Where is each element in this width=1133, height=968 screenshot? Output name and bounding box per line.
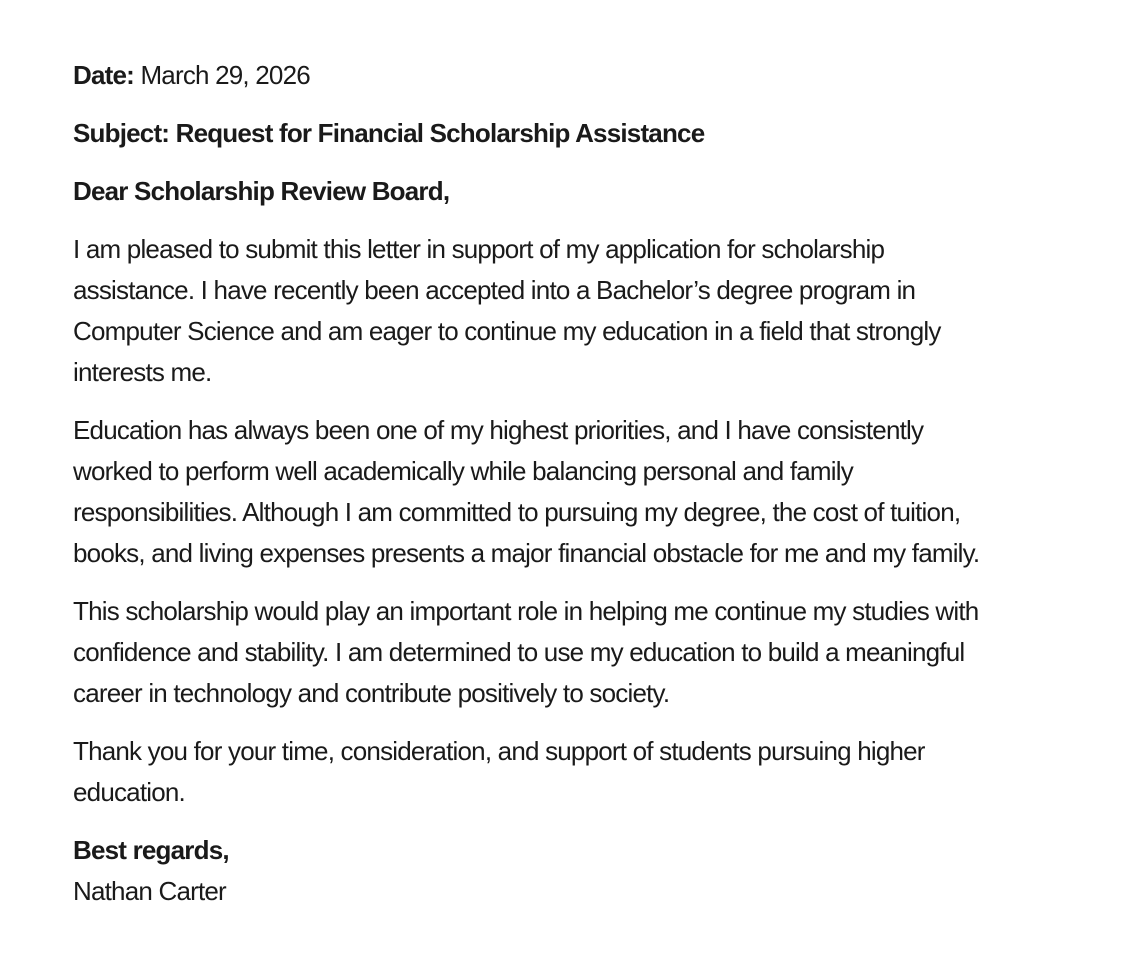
body-line: responsibilities. Although I am committed to pursuing my degree, the cost of tuition, <box>73 497 961 527</box>
body-line: worked to perform well academically while balancing personal and family <box>73 456 853 486</box>
paragraph-impact <box>73 591 1093 714</box>
paragraph-background <box>73 410 1093 574</box>
date-value: March 29, 2026 <box>134 60 310 90</box>
body-line: confidence and stability. I am determined to use my education to build a meaningful <box>73 637 965 667</box>
body-line: Thank you for your time, consideration, and support of students pursuing higher <box>73 736 925 766</box>
subject-line: Subject: Request for Financial Scholarship Assistance <box>73 118 705 148</box>
body-line: books, and living expenses presents a major financial obstacle for me and my family. <box>73 538 980 568</box>
signoff: Best regards, <box>73 835 229 865</box>
date-label: Date: <box>73 60 135 90</box>
date-line <box>73 55 1093 96</box>
body-line: interests me. <box>73 357 212 387</box>
signature-block <box>73 830 1093 912</box>
body-line: Education has always been one of my highest priorities, and I have consistently <box>73 415 924 445</box>
body-line: I am pleased to submit this letter in support of my application for scholarship <box>73 234 885 264</box>
body-line: education. <box>73 777 185 807</box>
body-line: assistance. I have recently been accepted into a Bachelor’s degree program in <box>73 275 916 305</box>
paragraph-intro <box>73 229 1093 393</box>
salutation: Dear Scholarship Review Board, <box>73 176 450 206</box>
body-line: This scholarship would play an important role in helping me continue my studies with <box>73 596 979 626</box>
body-line: career in technology and contribute positively to society. <box>73 678 670 708</box>
signature-name: Nathan Carter <box>73 876 226 906</box>
paragraph-thanks <box>73 731 1093 813</box>
body-line: Computer Science and am eager to continue my education in a field that strongly <box>73 316 941 346</box>
